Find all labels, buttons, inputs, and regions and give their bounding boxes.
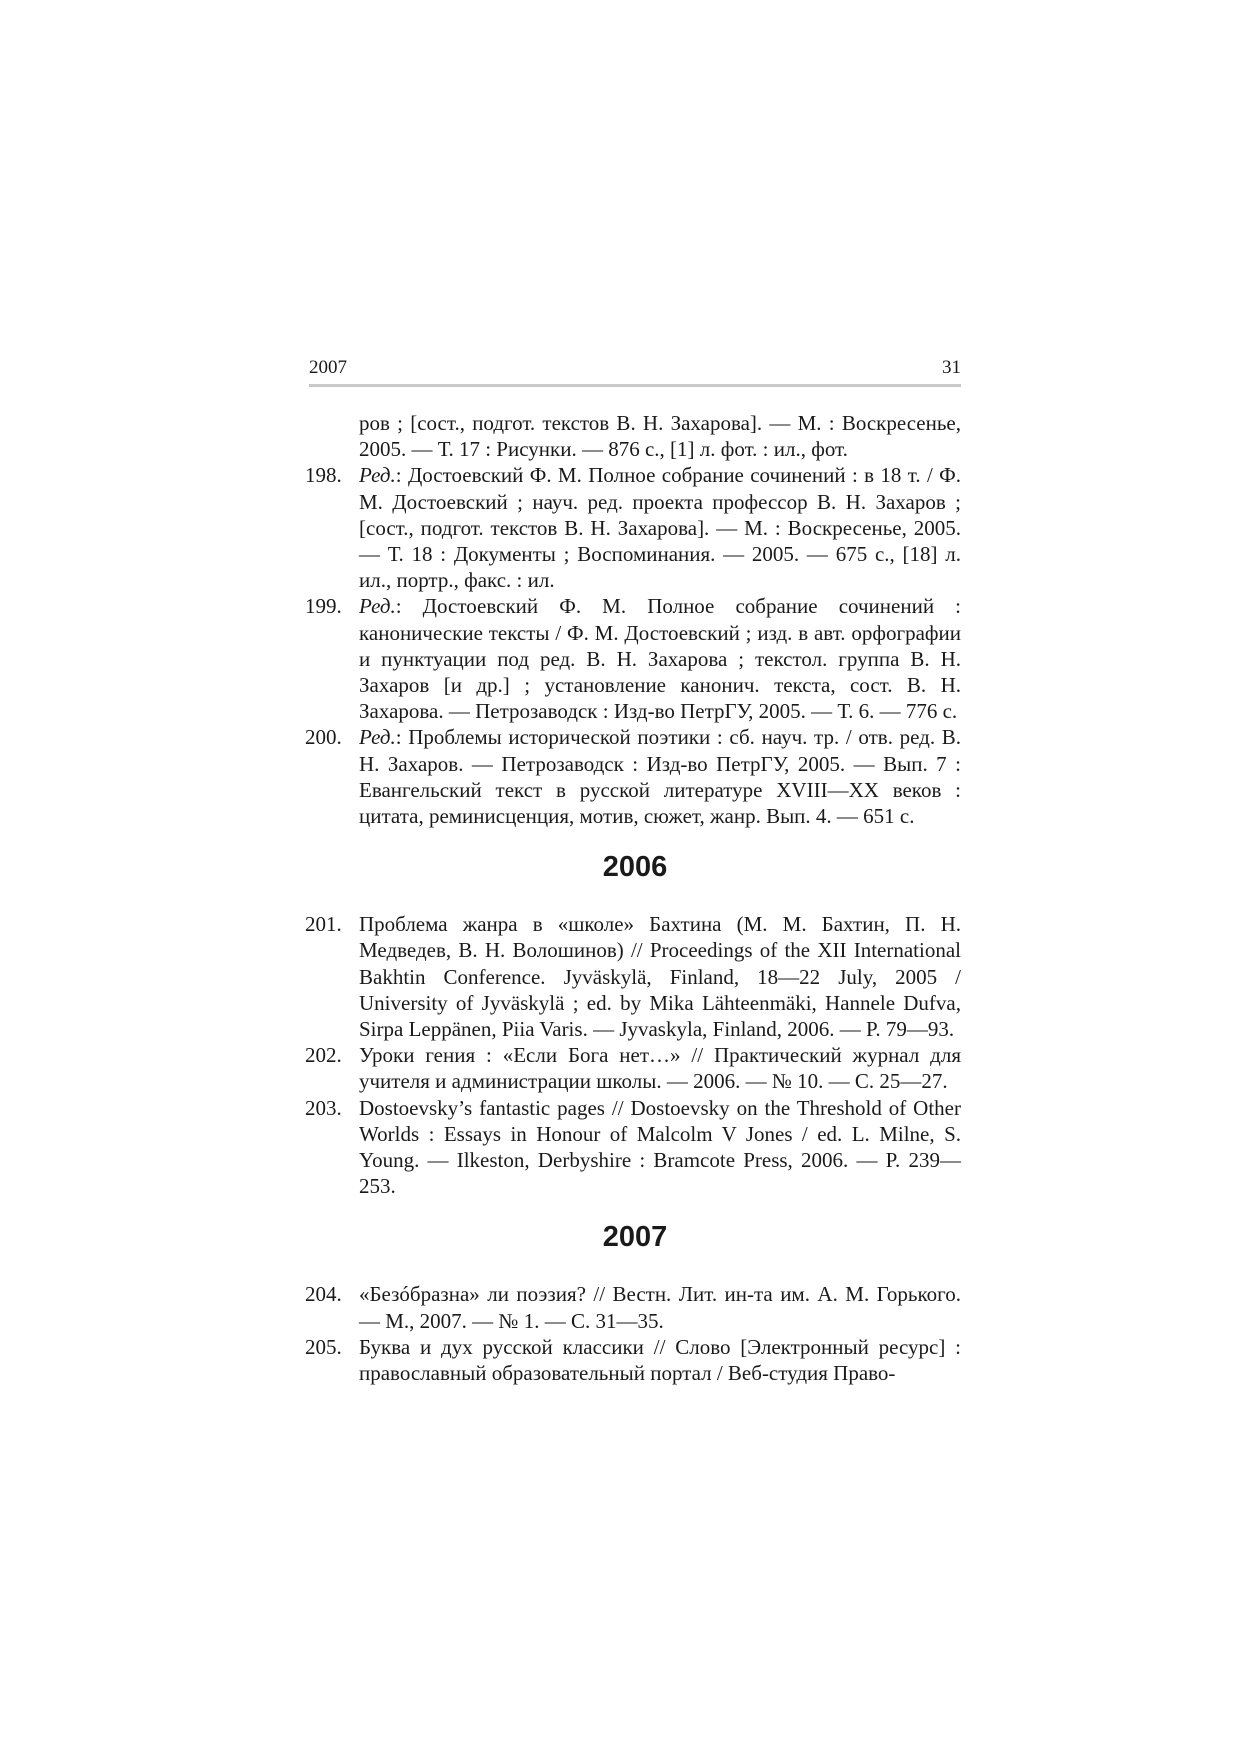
bibliography-entry <box>305 1042 961 1094</box>
entry-text: Уроки гения : «Если Бога нет…» // Практический журнал для учителя и администрации школы. — 2006. — № 10. — С. 25—27. <box>359 1043 961 1094</box>
entry-text: : Проблемы исторической поэтики : сб. науч. тр. / отв. ред. В. Н. Захаров. — Петрозаводск : Изд-во ПетрГУ, 2005. — Вып. 7 : Евангельский текст в русской литературе XVIII—XX веков : цитата, реминисценция, мотив, сюжет, жанр. Вып. 4. — 651 с. <box>359 725 961 829</box>
section-heading-2007: 2007 <box>602 1221 668 1254</box>
bibliography-entry <box>305 593 961 724</box>
entry-text: Dostoevsky’s fantastic pages // Dostoevsky on the Threshold of Other Worlds : Essays in Honour of Malcolm V Jones / ed. L. Milne, S. Young. — Ilkeston, Derbyshire : Bramcote Press, 2006. — P. 239—253. <box>359 1095 961 1199</box>
entry-text: Проблема жанра в «школе» Бахтина (М. М. Бахтин, П. Н. Медведев, В. Н. Волошинов) // Proceedings of the XII International Bakhtin Conference. Jyväskylä, Finland, 18—22 July, 2005 / University of Jyväskylä ; ed. by Mika Lähteenmäki, Hannele Dufva, Sirpa Leppänen, Piia Varis. — Jyvaskyla, Finland, 2006. — P. 79—93. <box>359 912 961 1042</box>
entry-text: ров ; [сост., подгот. текстов В. Н. Захарова]. — М. : Воскресенье, 2005. — Т. 17 : Рисунки. — 876 с., [1] л. фот. : ил., фот. <box>359 411 961 462</box>
entry-number: 202. <box>305 1043 342 1068</box>
bibliography-entry <box>305 1334 961 1386</box>
running-head <box>309 352 961 387</box>
entry-number: 204. <box>305 1282 342 1307</box>
bibliography-body <box>305 410 961 1386</box>
entry-text: : Достоевский Ф. М. Полное собрание сочинений : в 18 т. / Ф. М. Достоевский ; науч. ред. проекта профессор В. Н. Захаров ; [сост., подгот. текстов В. Н. Захарова]. — М. : Воскресенье, 2005. — Т. 18 : Документы ; Воспоминания. — 2005. — 675 с., [18] л. ил., портр., факс. : ил. <box>359 463 961 593</box>
section-heading-2006: 2006 <box>602 851 668 884</box>
bibliography-entry-continuation <box>309 410 961 462</box>
entry-text: «Безóбразна» ли поэзия? // Вестн. Лит. ин-та им. А. М. Горького. — М., 2007. — № 1. — С. 31—35. <box>359 1282 961 1333</box>
entry-number: 199. <box>305 594 342 619</box>
bibliography-entry <box>305 462 961 593</box>
entry-number: 200. <box>305 725 342 750</box>
running-head-section-year: 2007 <box>309 357 347 378</box>
entry-role-prefix: Ред. <box>359 725 396 750</box>
entry-text: Буква и дух русской классики // Слово [Электронный ресурс] : православный образовательный портал / Веб-студия Право- <box>359 1334 961 1386</box>
bibliography-entry <box>305 724 961 829</box>
bibliography-entry <box>305 1281 961 1333</box>
entry-text: : Достоевский Ф. М. Полное собрание сочинений : канонические тексты / Ф. М. Достоевский ; изд. в авт. орфографии и пунктуации под ред. В. Н. Захарова ; текстол. группа В. Н. Захаров [и др.] ; установление канонич. текста, сост. В. Н. Захарова. — Петрозаводск : Изд-во ПетрГУ, 2005. — Т. 6. — 776 с. <box>359 594 961 724</box>
bibliography-entry <box>305 911 961 1042</box>
entry-number: 205. <box>305 1334 342 1359</box>
bibliography-entry <box>305 1095 961 1200</box>
entry-number: 201. <box>305 912 342 937</box>
entry-number: 198. <box>305 463 342 488</box>
entry-number: 203. <box>305 1095 342 1120</box>
page-number: 31 <box>942 357 961 378</box>
entry-role-prefix: Ред. <box>359 463 396 488</box>
entry-role-prefix: Ред. <box>359 594 396 619</box>
